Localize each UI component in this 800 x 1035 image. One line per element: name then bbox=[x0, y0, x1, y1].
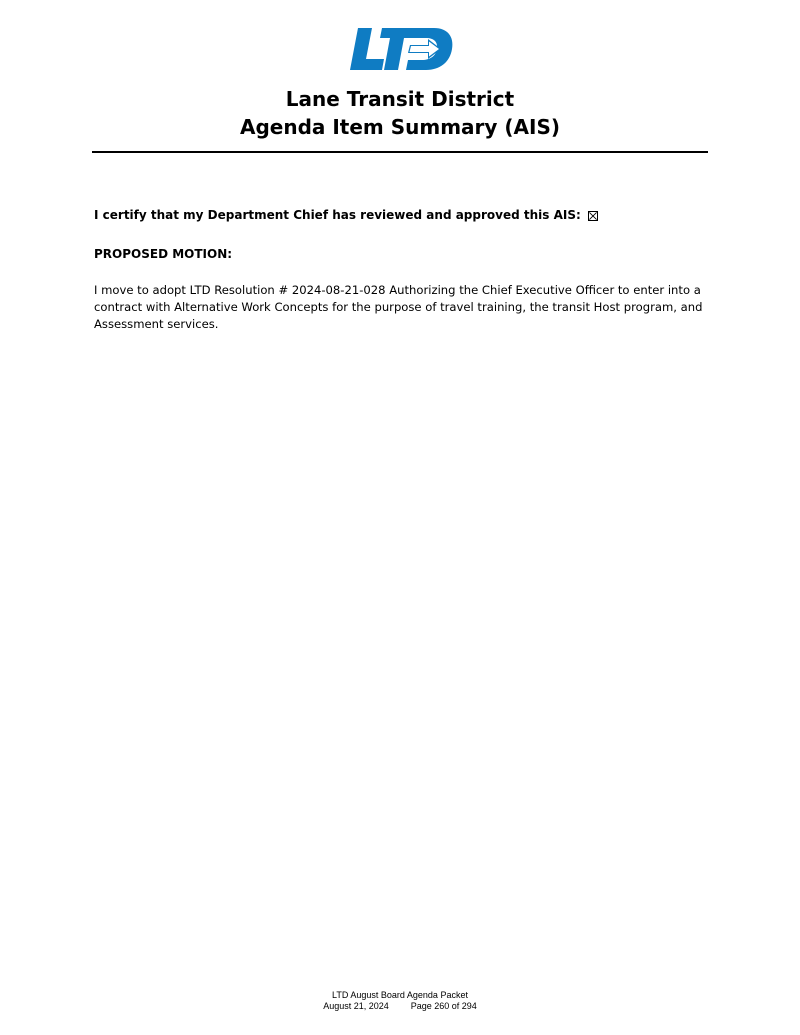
footer-packet: LTD August Board Agenda Packet bbox=[332, 990, 468, 1000]
certification-line bbox=[94, 207, 710, 224]
footer-date-page bbox=[0, 1001, 800, 1012]
proposed-motion-heading: PROPOSED MOTION: bbox=[94, 247, 233, 261]
header-divider bbox=[92, 151, 708, 153]
footer-date: August 21, 2024 bbox=[323, 1001, 389, 1011]
proposed-motion-text: I move to adopt LTD Resolution # 2024-08-21-028 Authorizing the Chief Executive Officer to enter into a contract with Alternative Work Concepts for the purpose of travel training, the transit Host program, and Assessment services. bbox=[94, 283, 703, 331]
footer-page-number: Page 260 of 294 bbox=[410, 1001, 477, 1011]
ltd-logo-icon bbox=[348, 28, 454, 70]
page-title: Lane Transit District bbox=[285, 87, 515, 111]
checked-box-icon[interactable] bbox=[588, 211, 598, 221]
page-subtitle: Agenda Item Summary (AIS) bbox=[239, 115, 561, 139]
certification-label: I certify that my Department Chief has reviewed and approved this AIS: bbox=[94, 208, 581, 222]
